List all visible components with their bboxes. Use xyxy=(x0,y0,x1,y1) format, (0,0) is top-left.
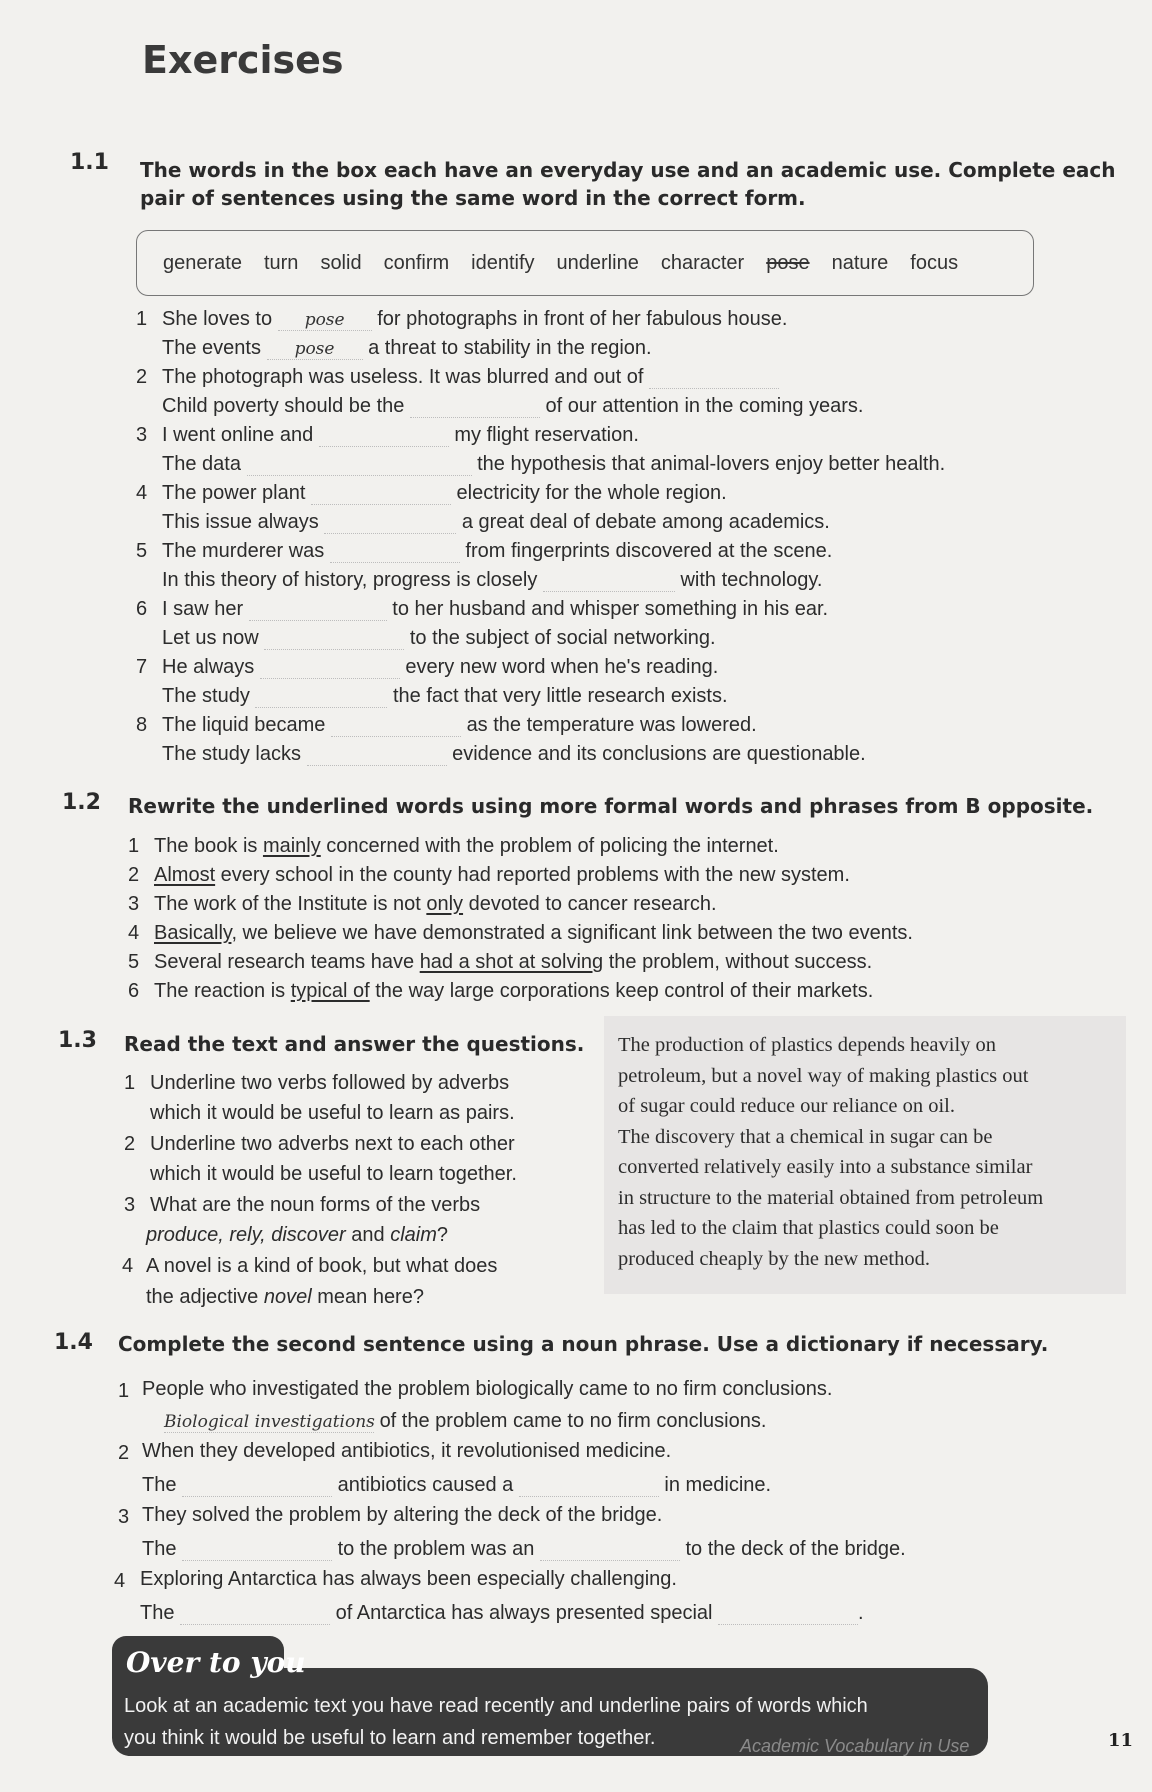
ex3-question-3-line-2: produce, rely, discover and claim? xyxy=(146,1224,448,1246)
ex2-item-2-number: 2 xyxy=(128,864,140,886)
exercise-1-1-instruction-line-2: pair of sentences using the same word in the correct form. xyxy=(140,186,806,210)
underlined-words: mainly xyxy=(262,835,321,857)
ex3-question-3-line-1: What are the noun forms of the verbs xyxy=(150,1194,481,1216)
ex1-item-7-number: 7 xyxy=(136,656,148,678)
exercise-1-2-instruction: Rewrite the underlined words using more formal words and phrases from B opposite. xyxy=(128,794,1094,818)
word-character: character xyxy=(660,251,745,274)
ex2-item-4-number: 4 xyxy=(128,922,140,944)
ex1-item-3-sentence-a: I went online and my flight reservation. xyxy=(162,424,639,446)
word-pose-crossed-out: pose xyxy=(766,251,810,274)
answer-blank[interactable] xyxy=(247,455,472,476)
reading-text-line: of sugar could reduce our reliance on oil. xyxy=(618,1095,955,1117)
ex3-question-1-line-2: which it would be useful to learn as pairs. xyxy=(150,1102,515,1124)
handwritten-answer-pose[interactable]: pose xyxy=(278,310,372,331)
underlined-words: only xyxy=(426,893,464,915)
ex2-item-5-number: 5 xyxy=(128,951,140,973)
ex2-item-6-sentence: The reaction is typical of the way large corporations keep control of their markets. xyxy=(154,980,874,1002)
ex4-item-4-sentence-b: The of Antarctica has always presented special . xyxy=(140,1602,864,1624)
ex3-question-4-line-1: A novel is a kind of book, but what does xyxy=(146,1255,498,1277)
ex1-item-3-sentence-b: The data the hypothesis that animal-lovers enjoy better health. xyxy=(162,453,946,475)
underlined-words: had a shot at solving xyxy=(419,951,604,973)
answer-blank[interactable] xyxy=(307,745,447,766)
exercise-1-3-instruction: Read the text and answer the questions. xyxy=(124,1032,585,1056)
answer-blank[interactable] xyxy=(324,513,456,534)
ex4-item-4-sentence-a: Exploring Antarctica has always been especially challenging. xyxy=(140,1568,677,1590)
answer-blank[interactable] xyxy=(540,1540,680,1561)
answer-blank[interactable] xyxy=(264,629,404,650)
ex4-item-3-number: 3 xyxy=(118,1506,130,1528)
ex2-item-5-sentence: Several research teams have had a shot at solving the problem, without success. xyxy=(154,951,873,973)
answer-blank[interactable] xyxy=(182,1540,332,1561)
ex1-item-1-number: 1 xyxy=(136,308,148,330)
ex4-item-2-sentence-b: The antibiotics caused a in medicine. xyxy=(142,1474,772,1496)
word-solid: solid xyxy=(320,251,362,274)
word-nature: nature xyxy=(831,251,889,274)
answer-blank[interactable] xyxy=(180,1604,330,1625)
ex4-item-3-sentence-a: They solved the problem by altering the deck of the bridge. xyxy=(142,1504,663,1526)
underlined-words: typical of xyxy=(290,980,370,1002)
exercise-1-3-number: 1.3 xyxy=(58,1028,97,1053)
ex1-item-2-sentence-b: Child poverty should be the of our attention in the coming years. xyxy=(162,395,864,417)
over-to-you-line-2: you think it would be useful to learn and remember together. xyxy=(124,1727,656,1749)
answer-blank[interactable] xyxy=(410,397,540,418)
ex4-item-3-sentence-b: The to the problem was an to the deck of the bridge. xyxy=(142,1538,906,1560)
ex3-question-3-number: 3 xyxy=(124,1194,136,1216)
ex2-item-1-sentence: The book is mainly concerned with the problem of policing the internet. xyxy=(154,835,779,857)
exercise-1-2-number: 1.2 xyxy=(62,790,101,815)
reading-text-line: produced cheaply by the new method. xyxy=(618,1247,930,1270)
over-to-you-line-1: Look at an academic text you have read recently and underline pairs of words which xyxy=(124,1695,868,1717)
ex1-item-7-sentence-b: The study the fact that very little research exists. xyxy=(162,685,728,707)
answer-blank[interactable] xyxy=(319,426,449,447)
ex3-question-2-line-1: Underline two adverbs next to each other xyxy=(150,1133,515,1155)
answer-blank[interactable] xyxy=(543,571,675,592)
ex2-item-2-sentence: Almost every school in the county had reported problems with the new system. xyxy=(154,864,850,886)
page-title: Exercises xyxy=(142,38,344,82)
ex1-item-4-number: 4 xyxy=(136,482,148,504)
ex1-item-2-sentence-a: The photograph was useless. It was blurred and out of xyxy=(162,366,779,389)
answer-blank[interactable] xyxy=(255,687,387,708)
over-to-you-title: Over to you xyxy=(126,1646,306,1679)
exercise-1-1-number: 1.1 xyxy=(70,150,109,175)
underlined-words: Basically xyxy=(154,922,232,944)
ex4-item-2-sentence-a: When they developed antibiotics, it revolutionised medicine. xyxy=(142,1440,672,1462)
ex1-item-5-number: 5 xyxy=(136,540,148,562)
word-confirm: confirm xyxy=(383,251,450,274)
ex1-item-6-sentence-a: I saw her to her husband and whisper something in his ear. xyxy=(162,598,829,620)
ex3-question-4-number: 4 xyxy=(122,1255,134,1277)
answer-blank[interactable] xyxy=(718,1604,858,1625)
word-box xyxy=(136,230,1034,296)
ex1-item-2-number: 2 xyxy=(136,366,148,388)
answer-blank[interactable] xyxy=(182,1476,332,1497)
ex4-item-1-sentence-a: People who investigated the problem biologically came to no firm conclusions. xyxy=(142,1378,833,1400)
ex3-question-2-line-2: which it would be useful to learn together. xyxy=(150,1163,517,1185)
ex4-item-2-number: 2 xyxy=(118,1442,130,1464)
word-focus: focus xyxy=(910,251,959,274)
ex2-item-4-sentence: Basically, we believe we have demonstrated a significant link between the two events. xyxy=(154,922,913,944)
reading-text-line: petroleum, but a novel way of making plastics out xyxy=(618,1064,1029,1087)
reading-text-line: has led to the claim that plastics could soon be xyxy=(618,1217,999,1239)
ex1-item-7-sentence-a: He always every new word when he's reading. xyxy=(162,656,719,678)
answer-blank[interactable] xyxy=(249,600,387,621)
ex3-question-2-number: 2 xyxy=(124,1133,136,1155)
ex3-question-1-number: 1 xyxy=(124,1072,136,1094)
word-generate: generate xyxy=(163,251,242,274)
answer-blank[interactable] xyxy=(260,658,400,679)
word-identify: identify xyxy=(471,251,535,274)
ex4-item-4-number: 4 xyxy=(114,1570,126,1592)
ex1-item-8-sentence-a: The liquid became as the temperature was lowered. xyxy=(162,714,757,736)
ex2-item-1-number: 1 xyxy=(128,835,140,857)
handwritten-answer-biological-investigations[interactable]: Biological investigations xyxy=(164,1412,375,1432)
reading-text-line: converted relatively easily into a substance similar xyxy=(618,1156,1033,1178)
word-turn: turn xyxy=(263,251,299,274)
ex1-item-6-sentence-b: Let us now to the subject of social networking. xyxy=(162,627,716,649)
ex1-item-5-sentence-a: The murderer was from fingerprints discovered at the scene. xyxy=(162,540,833,562)
reading-text-box xyxy=(604,1016,1126,1294)
ex1-item-1-sentence-a: She loves to pose for photographs in front of her fabulous house. xyxy=(162,308,788,330)
answer-blank[interactable] xyxy=(649,368,779,389)
answer-blank[interactable] xyxy=(331,716,461,737)
ex1-item-8-sentence-b: The study lacks evidence and its conclusions are questionable. xyxy=(162,743,866,765)
exercise-1-1-instruction-line-1: The words in the box each have an everyday use and an academic use. Complete each xyxy=(140,158,1116,182)
ex1-item-8-number: 8 xyxy=(136,714,148,736)
handwritten-answer-pose[interactable]: pose xyxy=(267,339,363,360)
ex1-item-5-sentence-b: In this theory of history, progress is closely with technology. xyxy=(162,569,823,591)
ex1-item-4-sentence-b: This issue always a great deal of debate among academics. xyxy=(162,511,830,533)
ex1-item-1-sentence-b: The events pose a threat to stability in the region. xyxy=(162,337,652,359)
reading-text-line: in structure to the material obtained from petroleum xyxy=(618,1186,1044,1209)
answer-blank[interactable] xyxy=(330,542,460,563)
ex1-item-4-sentence-a: The power plant electricity for the whole region. xyxy=(162,482,727,504)
ex1-item-6-number: 6 xyxy=(136,598,148,620)
exercise-1-4-instruction: Complete the second sentence using a noun phrase. Use a dictionary if necessary. xyxy=(118,1332,1049,1356)
ex3-question-1-line-1: Underline two verbs followed by adverbs xyxy=(150,1072,510,1094)
answer-blank[interactable] xyxy=(519,1476,659,1497)
book-title-footer: Academic Vocabulary in Use xyxy=(740,1736,970,1756)
reading-text-line: The discovery that a chemical in sugar can be xyxy=(618,1125,993,1148)
word-underline: underline xyxy=(556,251,639,274)
ex2-item-3-sentence: The work of the Institute is not only devoted to cancer research. xyxy=(154,893,717,915)
page-number: 11 xyxy=(1108,1730,1134,1751)
ex3-question-4-line-2: the adjective novel mean here? xyxy=(146,1286,424,1308)
ex2-item-6-number: 6 xyxy=(128,980,140,1002)
underlined-words: Almost xyxy=(154,864,216,886)
ex4-item-1-number: 1 xyxy=(118,1380,130,1402)
answer-blank[interactable] xyxy=(311,484,451,505)
ex2-item-3-number: 3 xyxy=(128,893,140,915)
reading-text-line: The production of plastics depends heavily on xyxy=(618,1034,997,1056)
ex4-item-1-sentence-b: Biological investigations of the problem came to no firm conclusions. xyxy=(164,1410,767,1432)
ex1-item-3-number: 3 xyxy=(136,424,148,446)
exercise-1-4-number: 1.4 xyxy=(54,1330,93,1355)
